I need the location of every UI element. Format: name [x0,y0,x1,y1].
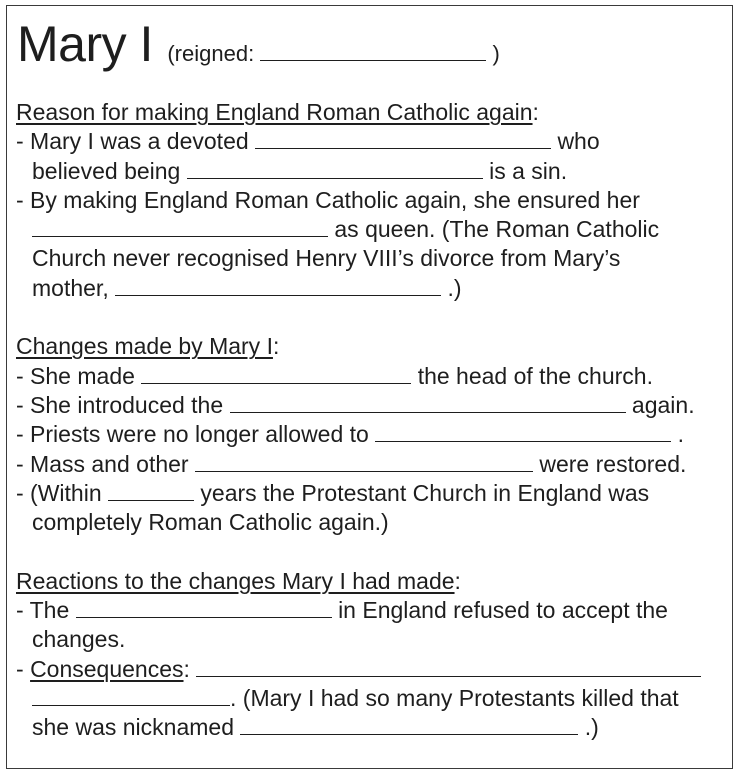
blank-priests[interactable] [375,423,671,442]
text: - Mary I was a devoted [16,128,249,155]
text: : [183,655,190,682]
blank-head[interactable] [141,365,411,384]
text: - Mass and other [16,450,189,477]
text: . (Mary I had so many Protestants killed that [230,684,679,711]
text: . [677,421,685,448]
blank-sin[interactable] [187,160,483,179]
changes-line-1 [16,362,732,391]
blank-nickname[interactable] [240,716,578,735]
reason-line-6 [16,274,732,303]
reason-line-4 [16,215,732,244]
reactions-line-4 [16,684,732,713]
reigned-blank[interactable] [260,42,486,61]
reactions-line-1 [16,596,732,625]
text: again. [631,391,695,418]
text: .) [584,714,599,741]
text: mother, [32,274,109,301]
reason-heading-colon: : [532,99,539,125]
text: believed being [32,157,181,184]
reason-heading-line [16,98,732,127]
text: - Priests were no longer allowed to [16,421,369,448]
text: Church never recognised Henry VIII’s divorce from Mary’s [32,245,621,272]
text: who [557,128,600,155]
text: - She made [16,362,135,389]
text: in England refused to accept the [338,597,668,624]
blank-position[interactable] [32,218,328,237]
title-row [17,16,500,72]
reason-line-2 [16,157,732,186]
blank-consequences-1[interactable] [196,658,701,677]
reactions-heading-line [16,567,732,596]
page-title: Mary I [17,16,153,72]
reigned-label [167,41,499,66]
text: .) [447,274,462,301]
reason-line-5 [16,244,732,273]
text: - By making England Roman Catholic again, she ensured her [16,186,640,213]
changes-heading-colon: : [272,333,280,360]
blank-devoted[interactable] [255,130,551,149]
text: - The [16,597,70,624]
reason-heading: Reason for making England Roman Catholic again [16,99,533,125]
reactions-line-5 [16,713,732,742]
changes-line-5 [16,479,732,508]
reigned-close: ) [492,41,500,66]
blank-introduced[interactable] [230,394,626,413]
reactions-heading: Reactions to the changes Mary I had made [16,567,455,594]
text: she was nicknamed [32,714,234,741]
worksheet-content [16,98,732,743]
blank-refused[interactable] [76,599,332,618]
text: were restored. [539,450,687,477]
text: changes. [32,626,126,653]
changes-heading: Changes made by Mary I [16,333,273,360]
text: as queen. (The Roman Catholic [334,216,660,243]
consequences-label: Consequences [30,655,184,682]
spacer [16,303,732,332]
blank-years[interactable] [108,482,194,501]
text: is a sin. [489,157,568,184]
reigned-open: (reigned: [167,41,255,66]
reactions-line-3 [16,655,732,684]
blank-mother[interactable] [115,277,441,296]
reason-line-1 [16,127,732,156]
changes-heading-line [16,332,732,361]
text: years the Protestant Church in England was [200,479,650,506]
reactions-heading-colon: : [454,567,461,594]
blank-consequences-2[interactable] [32,687,230,706]
changes-line-6 [16,508,732,537]
blank-mass[interactable] [195,453,533,472]
changes-line-2 [16,391,732,420]
reason-line-3 [16,186,732,215]
text: completely Roman Catholic again.) [32,509,389,536]
spacer [16,537,732,566]
text: the head of the church. [417,362,653,389]
reactions-line-2 [16,625,732,654]
worksheet-frame [6,5,733,769]
text: - (Within [16,479,102,506]
text: - She introduced the [16,391,224,418]
text: - [16,655,31,682]
changes-line-4 [16,450,732,479]
changes-line-3 [16,420,732,449]
